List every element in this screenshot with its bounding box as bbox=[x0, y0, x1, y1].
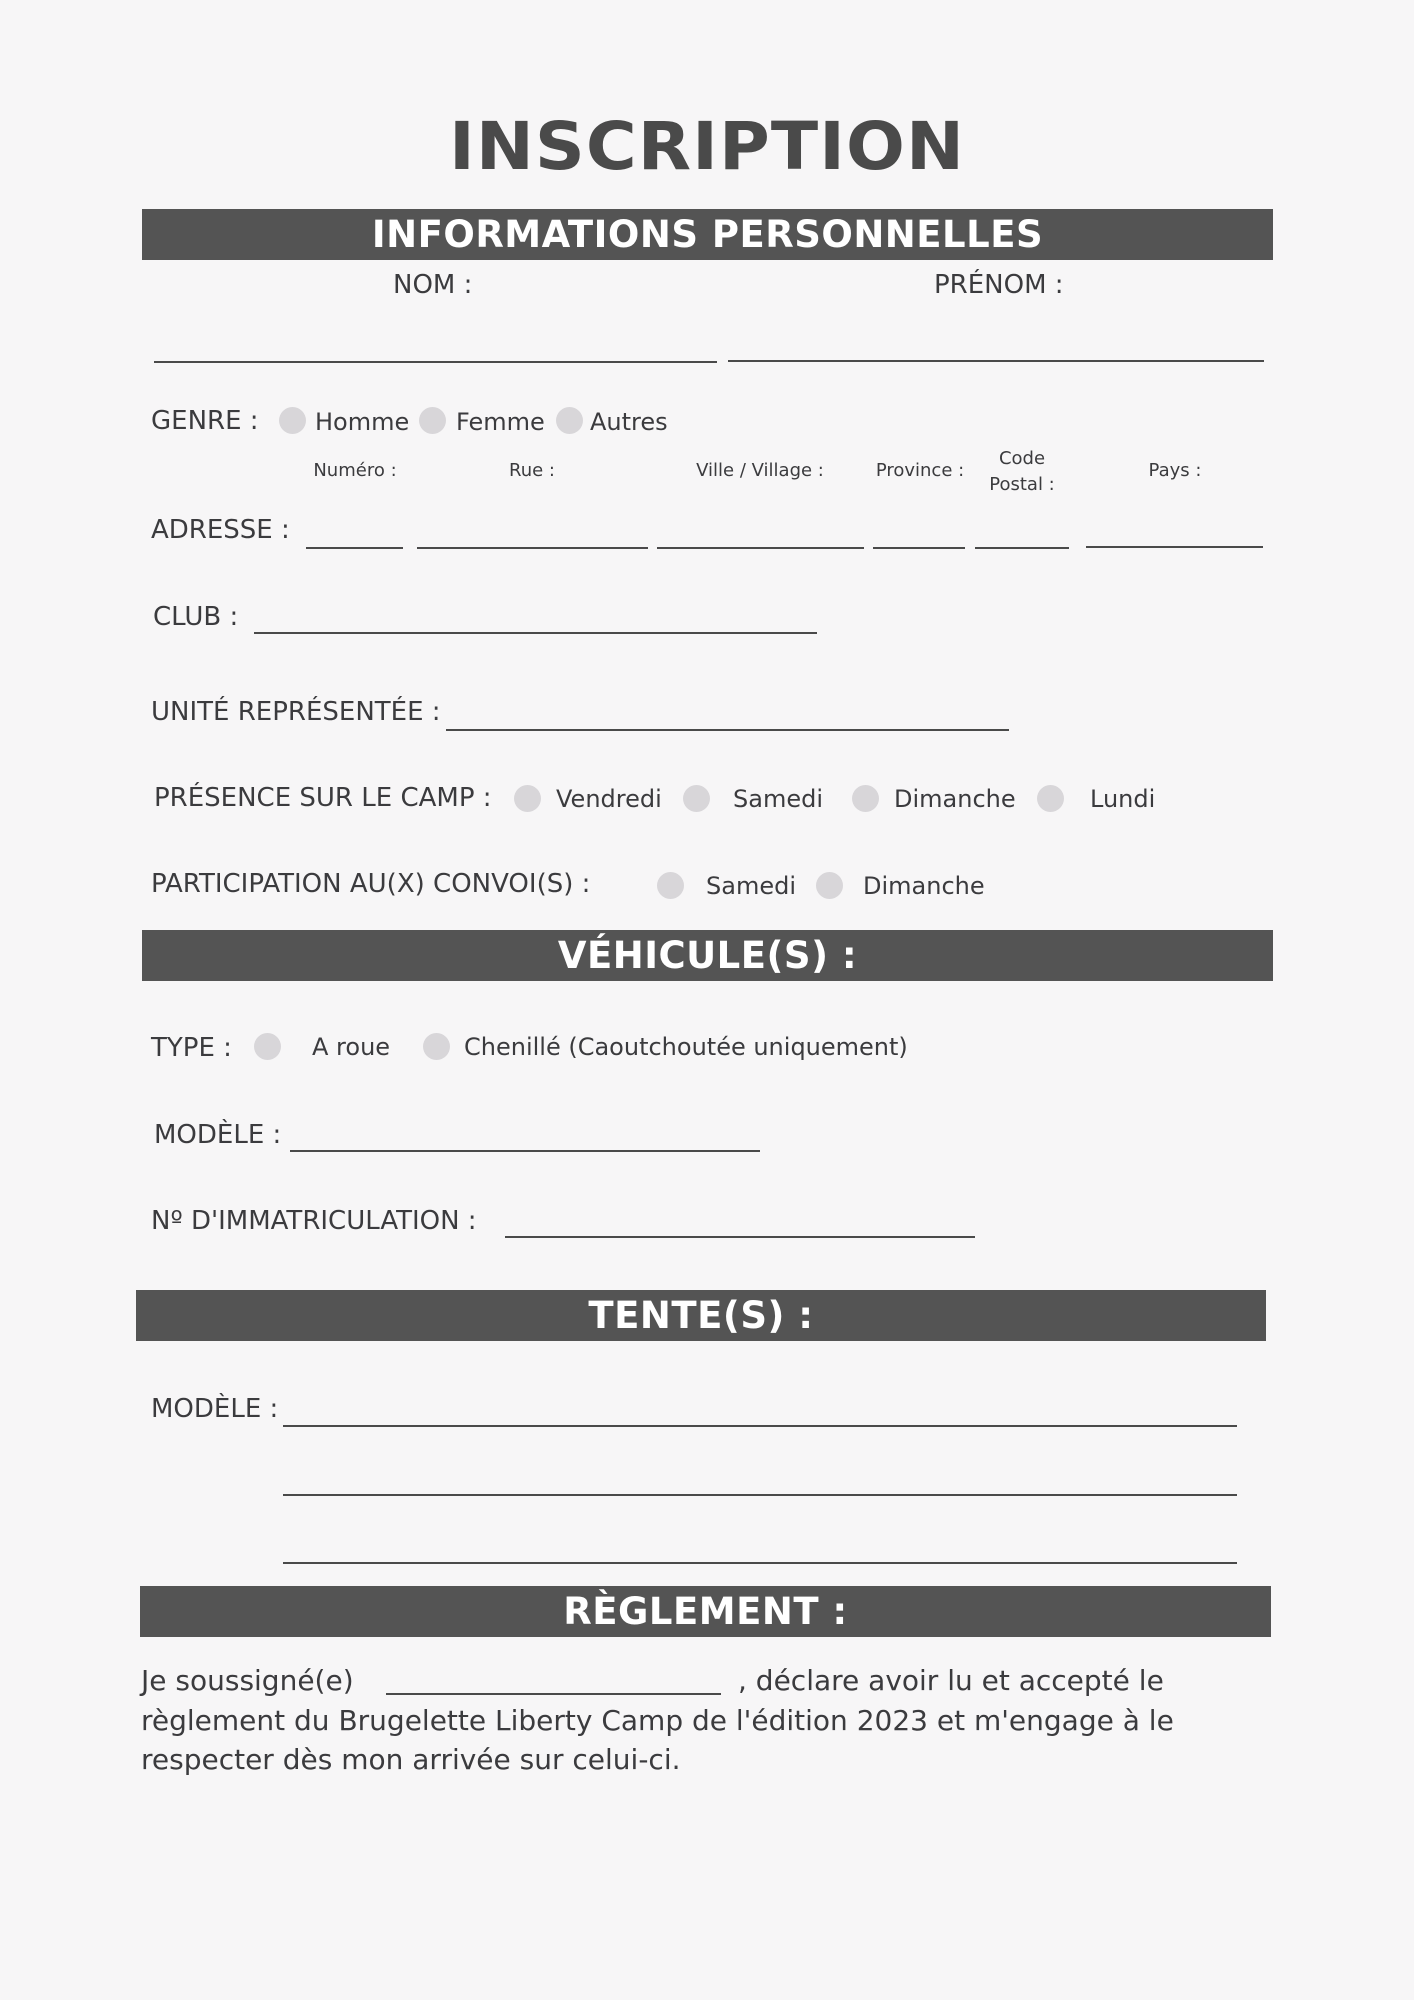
type-chenille-radio[interactable] bbox=[423, 1033, 450, 1060]
presence-lundi-radio[interactable] bbox=[1037, 785, 1064, 812]
genre-femme-label: Femme bbox=[456, 408, 545, 436]
section-header-vehicule-text: VÉHICULE(S) : bbox=[557, 934, 858, 977]
presence-dimanche-radio[interactable] bbox=[852, 785, 879, 812]
section-header-tente bbox=[136, 1290, 1266, 1341]
tente-modele-line-1[interactable] bbox=[283, 1425, 1237, 1427]
adresse-numero-label: Numéro : bbox=[313, 460, 397, 481]
unite-label: UNITÉ REPRÉSENTÉE : bbox=[151, 697, 441, 727]
reglement-line2: règlement du Brugelette Liberty Camp de l'édition 2023 et m'engage à le bbox=[141, 1704, 1174, 1737]
section-header-vehicule bbox=[142, 930, 1273, 981]
adresse-rue-label: Rue : bbox=[509, 460, 555, 481]
convoi-dimanche-radio[interactable] bbox=[816, 872, 843, 899]
adresse-province-label: Province : bbox=[875, 460, 965, 481]
presence-lundi-label: Lundi bbox=[1090, 785, 1156, 813]
presence-samedi-radio[interactable] bbox=[683, 785, 710, 812]
adresse-codepostal-line[interactable] bbox=[975, 547, 1069, 549]
type-aroue-radio[interactable] bbox=[254, 1033, 281, 1060]
prenom-label: PRÉNOM : bbox=[934, 270, 1064, 300]
adresse-numero-line[interactable] bbox=[306, 547, 403, 549]
section-header-reglement bbox=[140, 1586, 1271, 1637]
presence-vendredi-radio[interactable] bbox=[514, 785, 541, 812]
section-header-personal bbox=[142, 209, 1273, 260]
genre-label: GENRE : bbox=[151, 406, 259, 436]
type-aroue-label: A roue bbox=[312, 1033, 391, 1061]
adresse-codepostal-label bbox=[972, 446, 1072, 498]
convoi-label: PARTICIPATION AU(X) CONVOI(S) : bbox=[151, 869, 591, 899]
presence-label: PRÉSENCE SUR LE CAMP : bbox=[154, 783, 492, 813]
genre-homme-label: Homme bbox=[315, 408, 410, 436]
presence-vendredi-label: Vendredi bbox=[556, 785, 662, 813]
immat-line[interactable] bbox=[505, 1236, 975, 1238]
adresse-rue-line[interactable] bbox=[417, 547, 648, 549]
genre-homme-radio[interactable] bbox=[279, 407, 306, 434]
presence-samedi-label: Samedi bbox=[733, 785, 823, 813]
presence-dimanche-label: Dimanche bbox=[894, 785, 1016, 813]
prenom-input-line[interactable] bbox=[728, 360, 1264, 362]
section-header-tente-text: TENTE(S) : bbox=[588, 1294, 814, 1337]
immat-label: Nº D'IMMATRICULATION : bbox=[151, 1206, 477, 1236]
type-chenille-label: Chenillé (Caoutchoutée uniquement) bbox=[464, 1033, 908, 1061]
nom-input-line[interactable] bbox=[154, 361, 717, 363]
reglement-line3: respecter dès mon arrivée sur celui-ci. bbox=[141, 1743, 681, 1776]
club-input-line[interactable] bbox=[254, 632, 817, 634]
reglement-line1-end: , déclare avoir lu et accepté le bbox=[738, 1664, 1164, 1697]
section-header-personal-text: INFORMATIONS PERSONNELLES bbox=[371, 213, 1044, 256]
adresse-province-line[interactable] bbox=[873, 547, 965, 549]
type-label: TYPE : bbox=[151, 1033, 232, 1063]
convoi-dimanche-label: Dimanche bbox=[863, 872, 985, 900]
reglement-name-line[interactable] bbox=[386, 1693, 721, 1695]
adresse-codepostal-label-line1: Code bbox=[998, 448, 1046, 469]
page-title: INSCRIPTION bbox=[448, 108, 966, 185]
nom-label: NOM : bbox=[393, 270, 473, 300]
genre-autres-label: Autres bbox=[590, 408, 668, 436]
genre-femme-radio[interactable] bbox=[419, 407, 446, 434]
reglement-line1-start: Je soussigné(e) bbox=[141, 1664, 354, 1697]
tente-modele-line-3[interactable] bbox=[283, 1562, 1237, 1564]
club-label: CLUB : bbox=[153, 602, 239, 632]
adresse-pays-line[interactable] bbox=[1086, 546, 1263, 548]
tente-modele-line-2[interactable] bbox=[283, 1494, 1237, 1496]
convoi-samedi-label: Samedi bbox=[706, 872, 796, 900]
adresse-codepostal-label-line2: Postal : bbox=[989, 474, 1055, 495]
tente-modele-label: MODÈLE : bbox=[151, 1394, 279, 1424]
section-header-reglement-text: RÈGLEMENT : bbox=[563, 1590, 848, 1633]
vehicule-modele-line[interactable] bbox=[290, 1150, 760, 1152]
adresse-ville-line[interactable] bbox=[657, 547, 864, 549]
adresse-ville-label: Ville / Village : bbox=[696, 460, 824, 481]
adresse-pays-label: Pays : bbox=[1148, 460, 1202, 481]
adresse-label: ADRESSE : bbox=[151, 515, 290, 545]
vehicule-modele-label: MODÈLE : bbox=[154, 1120, 282, 1150]
convoi-samedi-radio[interactable] bbox=[657, 872, 684, 899]
unite-input-line[interactable] bbox=[446, 729, 1009, 731]
genre-autres-radio[interactable] bbox=[556, 407, 583, 434]
